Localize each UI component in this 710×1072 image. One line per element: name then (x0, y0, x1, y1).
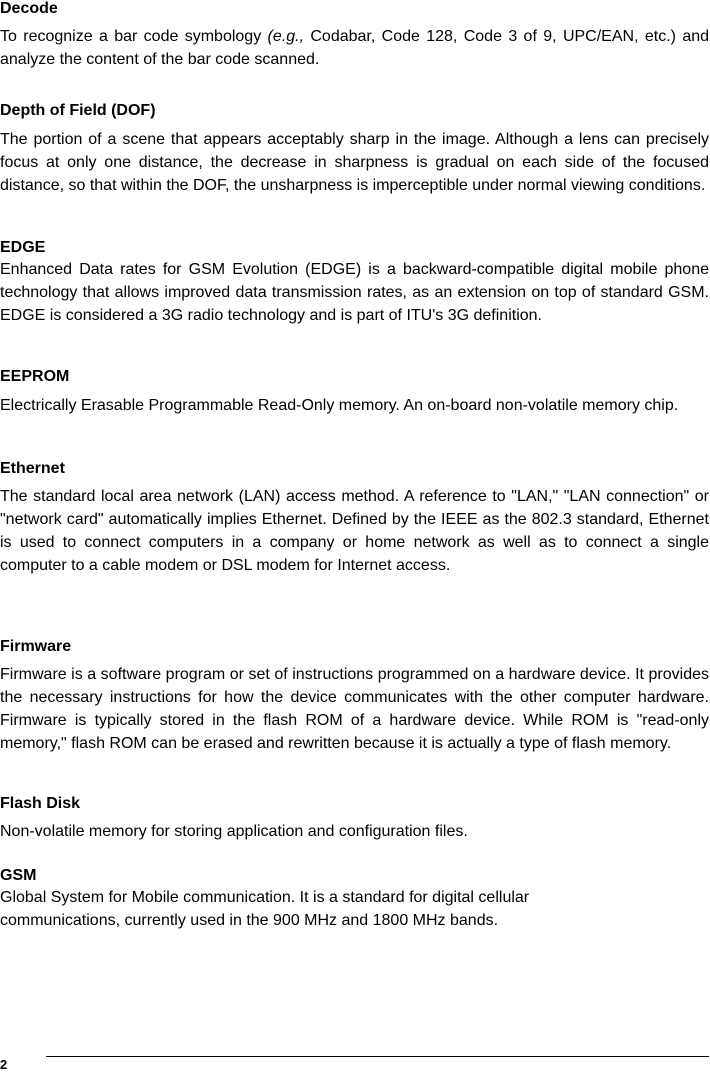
term-flash-disk: Flash Disk (0, 795, 81, 812)
definition-firmware: Firmware is a software program or set of instructions programmed on a hardware device. It provides the necessary instructions for how the device communicates with the other computer hardware. Firmware is typically stored in the flash ROM of a hardware device. While ROM is "read-only memory," flash ROM can be erased and rewritten because it is actually a type of flash memory. (0, 666, 709, 752)
definition-ethernet: The standard local area network (LAN) access method. A reference to "LAN," "LAN connection" or "network card" automatically implies Ethernet. Defined by the IEEE as the 802.3 standard, Ethernet is used to connect computers in a company or home network as well as to connect a single computer to a cable modem or DSL modem for Internet access. (0, 488, 709, 574)
definition-depth-of-field: The portion of a scene that appears acceptably sharp in the image. Although a lens can precisely focus at only one distance, the decrease in sharpness is gradual on each side of the focused distance, so that within the DOF, the unsharpness is imperceptible under normal viewing conditions. (0, 131, 709, 194)
definition-decode-text-2: Codabar, Code 128, Code 3 of 9, UPC/EAN, etc.) and analyze the content of the bar code scanned. (0, 28, 710, 68)
definition-gsm-line-1: Global System for Mobile communication. It is a standard for digital cellular (0, 889, 530, 906)
term-depth-of-field: Depth of Field (DOF) (0, 102, 156, 119)
term-firmware: Firmware (0, 638, 72, 655)
definition-decode-text-1: To recognize a bar code symbology (0, 28, 268, 45)
term-gsm: GSM (0, 867, 37, 884)
page-number: 2 (0, 1057, 8, 1072)
term-ethernet: Ethernet (0, 460, 65, 477)
definition-gsm (0, 886, 709, 932)
definition-decode-italic: (e.g., (267, 28, 305, 45)
definition-flash-disk: Non-volatile memory for storing application and configuration files. (0, 823, 468, 840)
term-decode: Decode (0, 0, 58, 17)
definition-edge: Enhanced Data rates for GSM Evolution (EDGE) is a backward-compatible digital mobile phone technology that allows improved data transmission rates, as an extension on top of standard GSM. EDGE is considered a 3G radio technology and is part of ITU's 3G definition. (0, 261, 709, 324)
term-edge: EDGE (0, 239, 46, 256)
definition-eeprom: Electrically Erasable Programmable Read-Only memory. An on-board non-volatile memory chip. (0, 397, 679, 414)
definition-decode (0, 25, 709, 71)
footer-rule (46, 1056, 709, 1057)
term-eeprom: EEPROM (0, 368, 70, 385)
definition-gsm-line-2: communications, currently used in the 900 MHz and 1800 MHz bands. (0, 912, 499, 929)
